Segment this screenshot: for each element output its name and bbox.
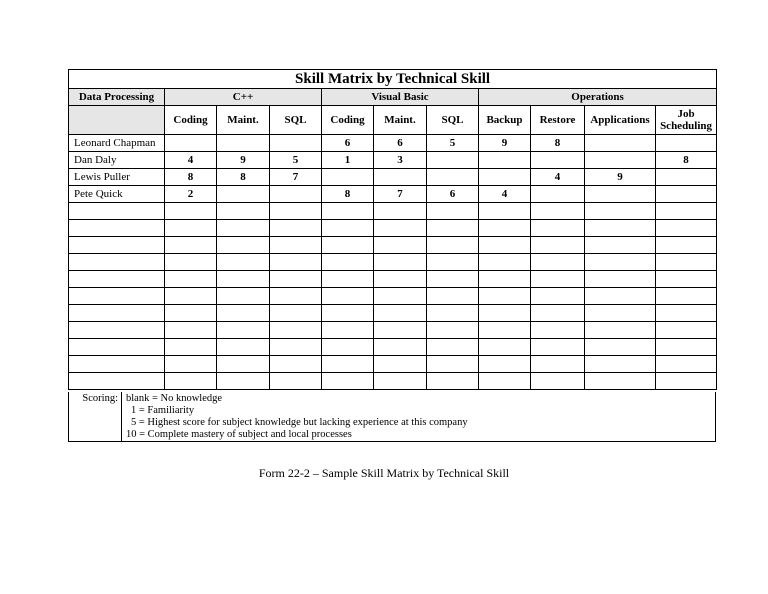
employee-name: Lewis Puller bbox=[69, 169, 165, 186]
table-row bbox=[69, 135, 717, 152]
empty-score-cell bbox=[374, 237, 427, 254]
empty-score-cell bbox=[217, 322, 270, 339]
empty-score-cell bbox=[531, 305, 585, 322]
empty-score-cell bbox=[270, 339, 322, 356]
empty-score-cell bbox=[322, 271, 374, 288]
empty-score-cell bbox=[656, 322, 717, 339]
score-cell bbox=[656, 135, 717, 152]
empty-score-cell bbox=[374, 322, 427, 339]
empty-score-cell bbox=[479, 305, 531, 322]
empty-score-cell bbox=[270, 305, 322, 322]
empty-score-cell bbox=[585, 254, 656, 271]
empty-score-cell bbox=[531, 339, 585, 356]
empty-score-cell bbox=[270, 322, 322, 339]
empty-score-cell bbox=[585, 220, 656, 237]
empty-score-cell bbox=[656, 220, 717, 237]
empty-score-cell bbox=[585, 373, 656, 390]
empty-score-cell bbox=[531, 271, 585, 288]
skill-header: SQL bbox=[427, 106, 479, 135]
empty-score-cell bbox=[322, 322, 374, 339]
empty-score-cell bbox=[374, 288, 427, 305]
empty-score-cell bbox=[270, 237, 322, 254]
score-cell: 5 bbox=[427, 135, 479, 152]
score-cell: 9 bbox=[585, 169, 656, 186]
empty-score-cell bbox=[531, 254, 585, 271]
empty-row bbox=[69, 305, 717, 322]
skill-header: Maint. bbox=[217, 106, 270, 135]
score-cell: 1 bbox=[322, 152, 374, 169]
score-cell: 3 bbox=[374, 152, 427, 169]
score-cell: 7 bbox=[374, 186, 427, 203]
skill-header: Maint. bbox=[374, 106, 427, 135]
score-cell: 2 bbox=[165, 186, 217, 203]
score-cell bbox=[656, 186, 717, 203]
score-cell bbox=[531, 186, 585, 203]
score-cell: 6 bbox=[322, 135, 374, 152]
score-cell bbox=[165, 135, 217, 152]
empty-score-cell bbox=[374, 254, 427, 271]
empty-name-cell bbox=[69, 322, 165, 339]
empty-score-cell bbox=[217, 305, 270, 322]
skill-header: SQL bbox=[270, 106, 322, 135]
score-cell: 7 bbox=[270, 169, 322, 186]
empty-score-cell bbox=[479, 220, 531, 237]
empty-score-cell bbox=[427, 203, 479, 220]
empty-score-cell bbox=[217, 356, 270, 373]
empty-score-cell bbox=[427, 305, 479, 322]
group-header-operations: Operations bbox=[479, 89, 717, 106]
score-cell: 8 bbox=[165, 169, 217, 186]
empty-score-cell bbox=[531, 220, 585, 237]
scoring-line-10: 10 = Complete mastery of subject and local processes bbox=[126, 429, 352, 440]
empty-score-cell bbox=[656, 373, 717, 390]
form-caption: Form 22-2 – Sample Skill Matrix by Technical Skill bbox=[258, 466, 510, 480]
scoring-line-blank: blank = No knowledge bbox=[126, 393, 223, 404]
skill-header: Applications bbox=[585, 106, 656, 135]
empty-score-cell bbox=[427, 288, 479, 305]
empty-name-cell bbox=[69, 237, 165, 254]
empty-score-cell bbox=[656, 305, 717, 322]
score-cell: 4 bbox=[531, 169, 585, 186]
score-cell bbox=[270, 135, 322, 152]
empty-score-cell bbox=[479, 203, 531, 220]
group-header-row bbox=[69, 89, 717, 106]
empty-score-cell bbox=[374, 373, 427, 390]
scoring-legend bbox=[68, 392, 716, 442]
score-cell bbox=[217, 186, 270, 203]
empty-name-cell bbox=[69, 271, 165, 288]
empty-score-cell bbox=[165, 322, 217, 339]
score-cell bbox=[585, 135, 656, 152]
empty-row bbox=[69, 339, 717, 356]
empty-score-cell bbox=[656, 271, 717, 288]
empty-score-cell bbox=[585, 305, 656, 322]
empty-score-cell bbox=[322, 288, 374, 305]
empty-score-cell bbox=[270, 373, 322, 390]
score-cell: 8 bbox=[531, 135, 585, 152]
empty-score-cell bbox=[427, 220, 479, 237]
empty-score-cell bbox=[531, 237, 585, 254]
empty-score-cell bbox=[531, 373, 585, 390]
empty-score-cell bbox=[656, 288, 717, 305]
scoring-label: Scoring: bbox=[69, 392, 122, 442]
empty-name-cell bbox=[69, 373, 165, 390]
empty-score-cell bbox=[585, 237, 656, 254]
empty-score-cell bbox=[531, 356, 585, 373]
skill-header: Coding bbox=[165, 106, 217, 135]
skill-header: Job Scheduling bbox=[656, 106, 717, 135]
empty-score-cell bbox=[270, 220, 322, 237]
scoring-lines bbox=[122, 392, 716, 442]
score-cell: 8 bbox=[656, 152, 717, 169]
empty-score-cell bbox=[374, 220, 427, 237]
empty-score-cell bbox=[374, 339, 427, 356]
empty-score-cell bbox=[585, 339, 656, 356]
score-cell: 4 bbox=[479, 186, 531, 203]
empty-score-cell bbox=[479, 254, 531, 271]
employee-name: Pete Quick bbox=[69, 186, 165, 203]
empty-score-cell bbox=[322, 305, 374, 322]
empty-score-cell bbox=[165, 237, 217, 254]
skill-header-blank bbox=[69, 106, 165, 135]
score-cell bbox=[479, 169, 531, 186]
empty-score-cell bbox=[165, 271, 217, 288]
table-row bbox=[69, 169, 717, 186]
empty-row bbox=[69, 322, 717, 339]
empty-score-cell bbox=[479, 356, 531, 373]
empty-name-cell bbox=[69, 220, 165, 237]
score-cell: 5 bbox=[270, 152, 322, 169]
empty-score-cell bbox=[656, 339, 717, 356]
score-cell bbox=[217, 135, 270, 152]
score-cell: 8 bbox=[322, 186, 374, 203]
empty-name-cell bbox=[69, 203, 165, 220]
empty-score-cell bbox=[427, 254, 479, 271]
empty-score-cell bbox=[656, 356, 717, 373]
employee-name: Leonard Chapman bbox=[69, 135, 165, 152]
score-cell bbox=[427, 169, 479, 186]
empty-score-cell bbox=[270, 288, 322, 305]
empty-score-cell bbox=[479, 339, 531, 356]
table-row bbox=[69, 152, 717, 169]
empty-score-cell bbox=[531, 288, 585, 305]
empty-score-cell bbox=[585, 288, 656, 305]
empty-score-cell bbox=[165, 339, 217, 356]
empty-row bbox=[69, 237, 717, 254]
empty-score-cell bbox=[585, 322, 656, 339]
score-cell: 4 bbox=[165, 152, 217, 169]
score-cell bbox=[656, 169, 717, 186]
score-cell bbox=[374, 169, 427, 186]
empty-score-cell bbox=[656, 237, 717, 254]
empty-score-cell bbox=[165, 356, 217, 373]
empty-row bbox=[69, 373, 717, 390]
empty-score-cell bbox=[427, 373, 479, 390]
empty-score-cell bbox=[165, 288, 217, 305]
empty-score-cell bbox=[585, 356, 656, 373]
empty-score-cell bbox=[270, 203, 322, 220]
empty-score-cell bbox=[427, 271, 479, 288]
empty-score-cell bbox=[217, 203, 270, 220]
empty-score-cell bbox=[427, 339, 479, 356]
matrix-title: Skill Matrix by Technical Skill bbox=[69, 70, 717, 89]
empty-score-cell bbox=[322, 356, 374, 373]
score-cell bbox=[322, 169, 374, 186]
group-header-cpp: C++ bbox=[165, 89, 322, 106]
score-cell: 8 bbox=[217, 169, 270, 186]
empty-score-cell bbox=[165, 305, 217, 322]
empty-score-cell bbox=[270, 271, 322, 288]
empty-score-cell bbox=[322, 203, 374, 220]
score-cell bbox=[585, 186, 656, 203]
score-cell bbox=[427, 152, 479, 169]
empty-score-cell bbox=[427, 322, 479, 339]
empty-score-cell bbox=[531, 322, 585, 339]
empty-score-cell bbox=[270, 356, 322, 373]
empty-score-cell bbox=[217, 254, 270, 271]
score-cell: 9 bbox=[217, 152, 270, 169]
score-cell bbox=[270, 186, 322, 203]
empty-score-cell bbox=[217, 373, 270, 390]
empty-score-cell bbox=[165, 254, 217, 271]
empty-score-cell bbox=[531, 203, 585, 220]
skill-header: Restore bbox=[531, 106, 585, 135]
empty-score-cell bbox=[374, 305, 427, 322]
employee-name: Dan Daly bbox=[69, 152, 165, 169]
empty-score-cell bbox=[322, 237, 374, 254]
score-cell: 6 bbox=[374, 135, 427, 152]
empty-name-cell bbox=[69, 254, 165, 271]
empty-score-cell bbox=[217, 339, 270, 356]
empty-score-cell bbox=[427, 237, 479, 254]
empty-score-cell bbox=[374, 203, 427, 220]
empty-score-cell bbox=[217, 271, 270, 288]
empty-score-cell bbox=[427, 356, 479, 373]
empty-score-cell bbox=[270, 254, 322, 271]
empty-score-cell bbox=[322, 373, 374, 390]
empty-row bbox=[69, 254, 717, 271]
group-header-visual-basic: Visual Basic bbox=[322, 89, 479, 106]
scoring-line-1: 1 = Familiarity bbox=[131, 405, 195, 416]
empty-score-cell bbox=[585, 271, 656, 288]
empty-score-cell bbox=[217, 288, 270, 305]
empty-score-cell bbox=[374, 271, 427, 288]
empty-name-cell bbox=[69, 305, 165, 322]
empty-score-cell bbox=[479, 322, 531, 339]
score-cell: 6 bbox=[427, 186, 479, 203]
empty-score-cell bbox=[217, 237, 270, 254]
skill-header: Coding bbox=[322, 106, 374, 135]
empty-score-cell bbox=[165, 220, 217, 237]
skill-matrix-table bbox=[68, 69, 717, 390]
scoring-line-5: 5 = Highest score for subject knowledge but lacking experience at this company bbox=[131, 417, 468, 428]
empty-score-cell bbox=[479, 288, 531, 305]
skill-header-row bbox=[69, 106, 717, 135]
score-cell bbox=[531, 152, 585, 169]
empty-row bbox=[69, 288, 717, 305]
score-cell bbox=[585, 152, 656, 169]
empty-score-cell bbox=[165, 373, 217, 390]
skill-header: Backup bbox=[479, 106, 531, 135]
empty-name-cell bbox=[69, 288, 165, 305]
empty-score-cell bbox=[585, 203, 656, 220]
score-cell bbox=[479, 152, 531, 169]
empty-row bbox=[69, 220, 717, 237]
matrix-body bbox=[69, 135, 717, 390]
empty-row bbox=[69, 271, 717, 288]
empty-score-cell bbox=[656, 254, 717, 271]
empty-score-cell bbox=[479, 373, 531, 390]
data-processing-header: Data Processing bbox=[69, 89, 165, 106]
empty-score-cell bbox=[374, 356, 427, 373]
empty-score-cell bbox=[656, 203, 717, 220]
empty-name-cell bbox=[69, 339, 165, 356]
empty-score-cell bbox=[165, 203, 217, 220]
empty-score-cell bbox=[322, 220, 374, 237]
empty-row bbox=[69, 356, 717, 373]
empty-score-cell bbox=[322, 339, 374, 356]
empty-score-cell bbox=[322, 254, 374, 271]
empty-row bbox=[69, 203, 717, 220]
table-row bbox=[69, 186, 717, 203]
empty-score-cell bbox=[217, 220, 270, 237]
score-cell: 9 bbox=[479, 135, 531, 152]
empty-score-cell bbox=[479, 271, 531, 288]
empty-name-cell bbox=[69, 356, 165, 373]
empty-score-cell bbox=[479, 237, 531, 254]
